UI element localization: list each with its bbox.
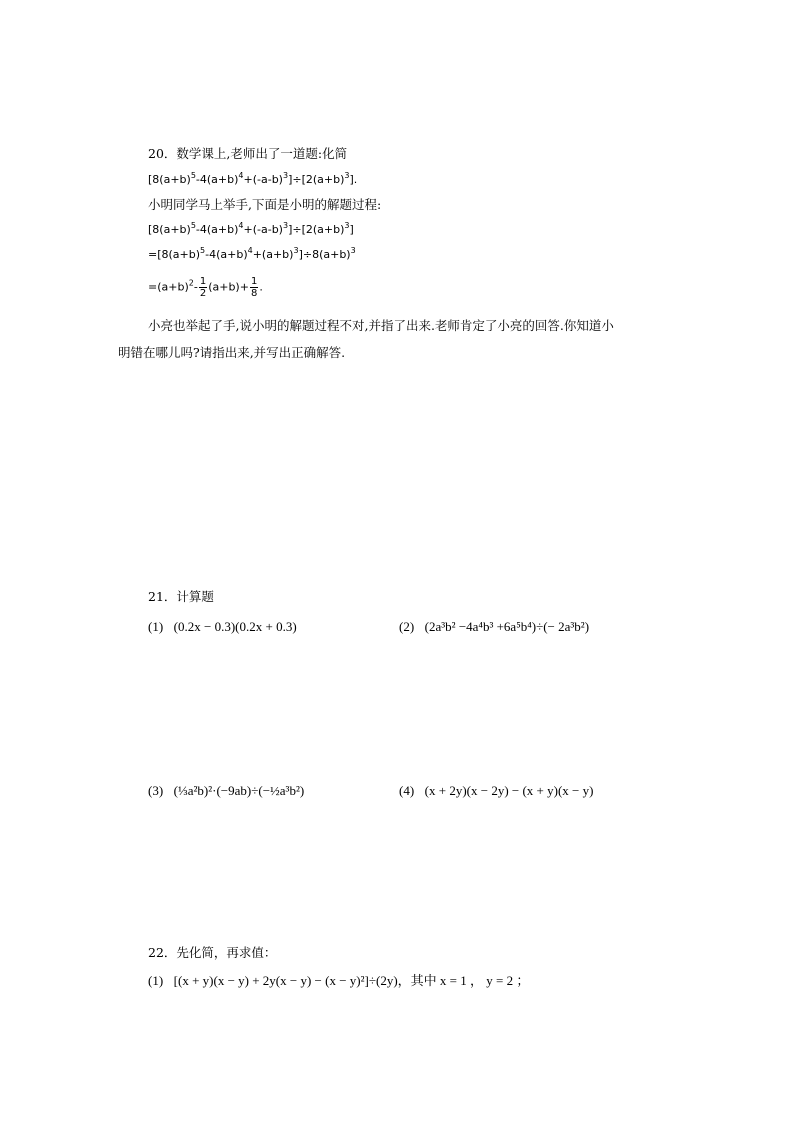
expr-part: ]÷8(a+b): [298, 248, 351, 261]
q22-part-1: [148, 973, 529, 989]
q21-p1-expression: (0.2x − 0.3)(0.2x + 0.3): [173, 619, 297, 634]
expr-part: =(a+b): [148, 280, 189, 294]
expr-part: -4(a+b): [195, 173, 239, 186]
expr-part: -4(a+b): [205, 248, 248, 261]
part-label: (3): [148, 783, 164, 798]
fraction-one-eighth: [250, 276, 258, 299]
q22-p1-expression: [(x + y)(x − y) + 2y(x − y) − (x − y)²]÷(2y): [173, 973, 398, 988]
expr-part: ]÷[2(a+b): [288, 173, 345, 186]
q20-paragraph-line-2: 明错在哪儿吗?请指出来,并写出正确解答.: [118, 345, 346, 360]
part-label: (4): [399, 783, 415, 798]
exponent: 3: [282, 171, 289, 180]
expr-part: [8(a+b): [148, 173, 191, 186]
q21-p3-expression: (⅓a²b)²·(−9ab)÷(−½a³b²): [173, 783, 305, 798]
expr-part: =[8(a+b): [148, 248, 201, 261]
q21-p4-expression: (x + 2y)(x − 2y) − (x + y)(x − y): [424, 783, 594, 798]
fraction-denominator: 8: [250, 288, 258, 299]
expr-part: .: [259, 280, 263, 294]
exponent: 2: [188, 278, 194, 288]
q20-work-line-3: [148, 276, 263, 299]
expr-part: +(-a-b): [243, 223, 283, 236]
q21-part-3: [148, 783, 304, 799]
q21-heading: [148, 589, 214, 605]
exponent: 4: [238, 221, 244, 230]
exponent: 3: [344, 221, 350, 230]
fraction-one-half: [199, 276, 207, 299]
exponent: 3: [344, 171, 350, 180]
expr-part: ]÷[2(a+b): [288, 223, 345, 236]
expr-part: +(-a-b): [243, 173, 283, 186]
exponent: 4: [238, 171, 244, 180]
q21-part-1: [148, 619, 297, 635]
fraction-numerator: 1: [250, 276, 258, 287]
q20-expression: [148, 172, 357, 188]
expr-part: +(a+b): [252, 248, 294, 261]
expr-part: -: [193, 280, 198, 294]
q22-number: 22．: [148, 945, 177, 960]
exponent: 3: [282, 221, 289, 230]
part-label: (1): [148, 973, 164, 988]
exponent: 3: [350, 246, 356, 255]
q22-title: 先化简，再求值：: [176, 945, 277, 960]
exponent: 4: [247, 246, 253, 255]
expr-part: ]: [349, 223, 354, 236]
q20-student-line: 小明同学马上举手,下面是小明的解题过程:: [148, 197, 382, 212]
expr-part: (a+b)+: [208, 280, 249, 294]
expr-part: [8(a+b): [148, 223, 191, 236]
q22-heading: [148, 945, 276, 961]
exponent: 5: [190, 221, 196, 230]
q20-work-line-2: [148, 247, 356, 263]
q21-title: 计算题: [176, 589, 214, 604]
q20-intro: 数学课上,老师出了一道题:化简: [176, 146, 348, 161]
fraction-numerator: 1: [199, 276, 207, 287]
q20-work-line-1: [148, 222, 354, 238]
expr-part: ].: [349, 173, 358, 186]
part-label: (1): [148, 619, 164, 634]
q21-number: 21．: [148, 589, 177, 604]
q21-p2-expression: (2a³b² −4a⁴b³ +6a⁵b⁴)÷(− 2a³b²): [424, 619, 590, 634]
expr-part: -4(a+b): [195, 223, 239, 236]
exponent: 3: [293, 246, 299, 255]
exponent: 5: [190, 171, 196, 180]
q20-number: 20．: [148, 146, 177, 161]
q22-p1-condition: ，其中 x = 1 ， y = 2 ；: [397, 973, 530, 988]
q20-heading: [148, 146, 347, 162]
q21-part-4: [399, 783, 593, 799]
fraction-denominator: 2: [199, 288, 207, 299]
part-label: (2): [399, 619, 415, 634]
exponent: 5: [200, 246, 206, 255]
q20-paragraph-line-1: 小亮也举起了手,说小明的解题过程不对,并指了出来.老师肯定了小亮的回答.你知道小: [148, 318, 614, 333]
q21-part-2: [399, 619, 589, 635]
